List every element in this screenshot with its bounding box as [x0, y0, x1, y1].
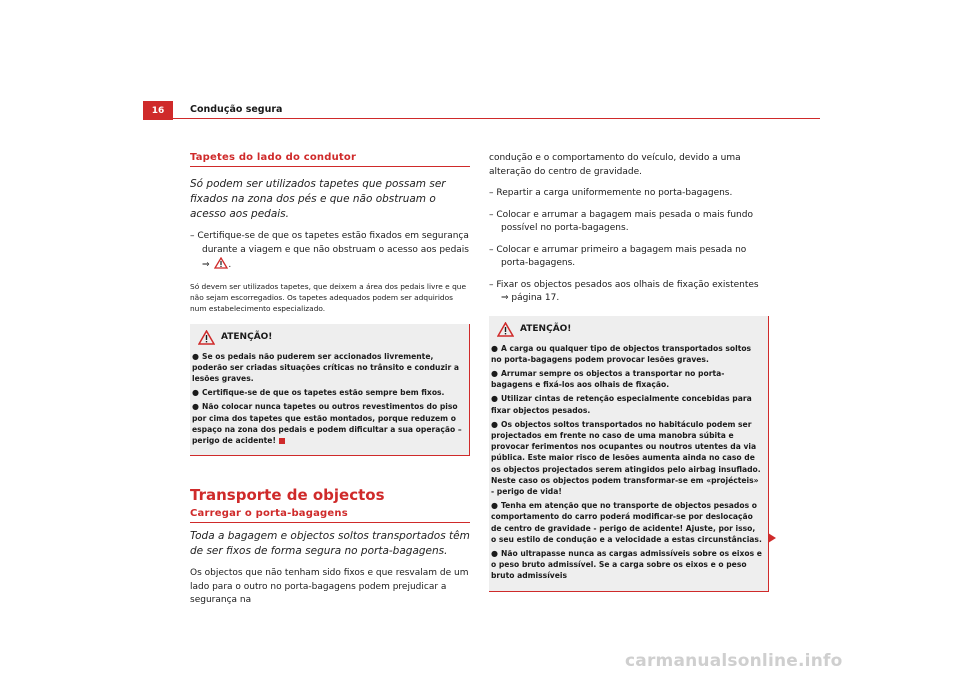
bullet-icon: ●	[192, 388, 199, 398]
warning-item: ● Utilizar cintas de retenção especialmente concebidas para fixar objectos pesados.	[491, 394, 752, 415]
note-text: Só devem ser utilizados tapetes, que deixem a área dos pedais livre e que não sejam escorregadios. Os tapetes adequados podem ser adquiridos num estabelecimento especializado.	[190, 281, 466, 313]
warning-triangle-icon	[497, 322, 514, 337]
warning-triangle-icon	[214, 257, 228, 269]
continue-arrow-icon	[768, 533, 776, 543]
bullet-icon: ●	[491, 394, 498, 404]
warning-title: ATENÇÃO!	[221, 332, 273, 342]
list-item: – Fixar os objectos pesados aos olhais de fixação existentes ⇒ página 17.	[489, 279, 759, 303]
reference-arrow: ⇒	[202, 260, 210, 270]
warning-item: ● Certifique-se de que os tapetes estão sempre bem fixos.	[192, 388, 445, 398]
bullet-icon: ●	[192, 402, 199, 412]
chapter-title: Condução segura	[190, 104, 283, 115]
warning-item: ● Se os pedais não puderem ser accionados livremente, poderão ser criadas situações críticas no trânsito e conduzir a lesões graves.	[192, 351, 459, 383]
warning-header	[497, 322, 762, 337]
list-item: – Certifique-se de que os tapetes estão fixados em segurança durante a viagem e que não obstruam o acesso aos pedais ⇒ .	[190, 231, 469, 270]
warning-item: ● Não colocar nunca tapetes ou outros revestimentos do piso por cima dos tapetes que estão montados, porque reduzem o espaço na zona dos pedais e podem dificultar a sua operação – perigo de acidente!	[192, 402, 462, 445]
warning-item: ● Não ultrapasse nunca as cargas admissíveis sobre os eixos e o peso bruto admissível. Se a carga sobre os eixos e o peso bruto admissíveis	[491, 548, 762, 581]
section-heading-luggage: Carregar o porta-bagagens	[190, 508, 470, 523]
warning-item: ● Arrumar sempre os objectos a transportar no porta-bagagens e fixá-los aos olhais de fixação.	[491, 368, 725, 390]
header-rule	[173, 118, 820, 119]
section-lead-mats: Só podem ser utilizados tapetes que possam ser fixados na zona dos pés e que não obstruam o acesso aos pedais.	[190, 178, 446, 220]
bullet-icon: ●	[491, 419, 498, 429]
section-heading-mats: Tapetes do lado do condutor	[190, 152, 470, 167]
right-column	[489, 152, 769, 592]
body-paragraph-continued: condução e o comportamento do veículo, devido a uma alteração do centro de gravidade.	[489, 153, 741, 177]
left-column	[190, 152, 470, 614]
bullet-icon: ●	[491, 548, 498, 558]
watermark: carmanualsonline.info	[625, 651, 843, 671]
warning-box-mats	[190, 324, 470, 457]
list-item: – Colocar e arrumar primeiro a bagagem mais pesada no porta-bagagens.	[489, 244, 747, 268]
bullet-icon: ●	[491, 368, 498, 378]
bullet-icon: ●	[491, 501, 498, 511]
section-lead-luggage: Toda a bagagem e objectos soltos transportados têm de ser fixos de forma segura no porta-bagagens.	[190, 530, 470, 558]
body-paragraph: Os objectos que não tenham sido fixos e que resvalam de um lado para o outro no porta-bagagens podem prejudicar a segurança na	[190, 568, 469, 606]
warning-item: ● Tenha em atenção que no transporte de objectos pesados o comportamento do carro poderá modificar-se por deslocação de centro de gravidade - perigo de acidente! Ajuste, por isso, o seu estilo de condução e a velocidade a estas circunstâncias.	[491, 501, 762, 544]
bullet-icon: ●	[491, 343, 498, 353]
list-item: – Repartir a carga uniformemente no porta-bagagens.	[489, 188, 733, 198]
page-number: 16	[143, 101, 173, 120]
warning-item: ● A carga ou qualquer tipo de objectos transportados soltos no porta-bagagens podem provocar lesões graves.	[491, 343, 752, 364]
warning-header	[198, 330, 463, 345]
warning-item: ● Os objectos soltos transportados no habitáculo podem ser projectados em frente no caso de uma manobra súbita e provocar ferimentos nos ocupantes ou noutros utentes da via pública. Este maior risco de lesões aumenta ainda no caso de os objectos projectados serem atingidos pelo airbag insuflado. Neste caso os objectos podem transformar-se em «projécteis» - perigo de vida!	[491, 419, 761, 496]
bullet-icon: ●	[192, 351, 199, 361]
warning-box-luggage	[489, 316, 769, 592]
warning-title: ATENÇÃO!	[520, 324, 572, 334]
section-end-icon	[279, 438, 285, 444]
dash: –	[190, 231, 198, 241]
list-item: – Colocar e arrumar a bagagem mais pesada o mais fundo possível no porta-bagagens.	[489, 209, 753, 233]
chapter-heading-transport: Transporte de objectos	[190, 486, 385, 505]
page-reference: ⇒ página 17.	[501, 293, 560, 303]
warning-triangle-icon	[198, 330, 215, 345]
